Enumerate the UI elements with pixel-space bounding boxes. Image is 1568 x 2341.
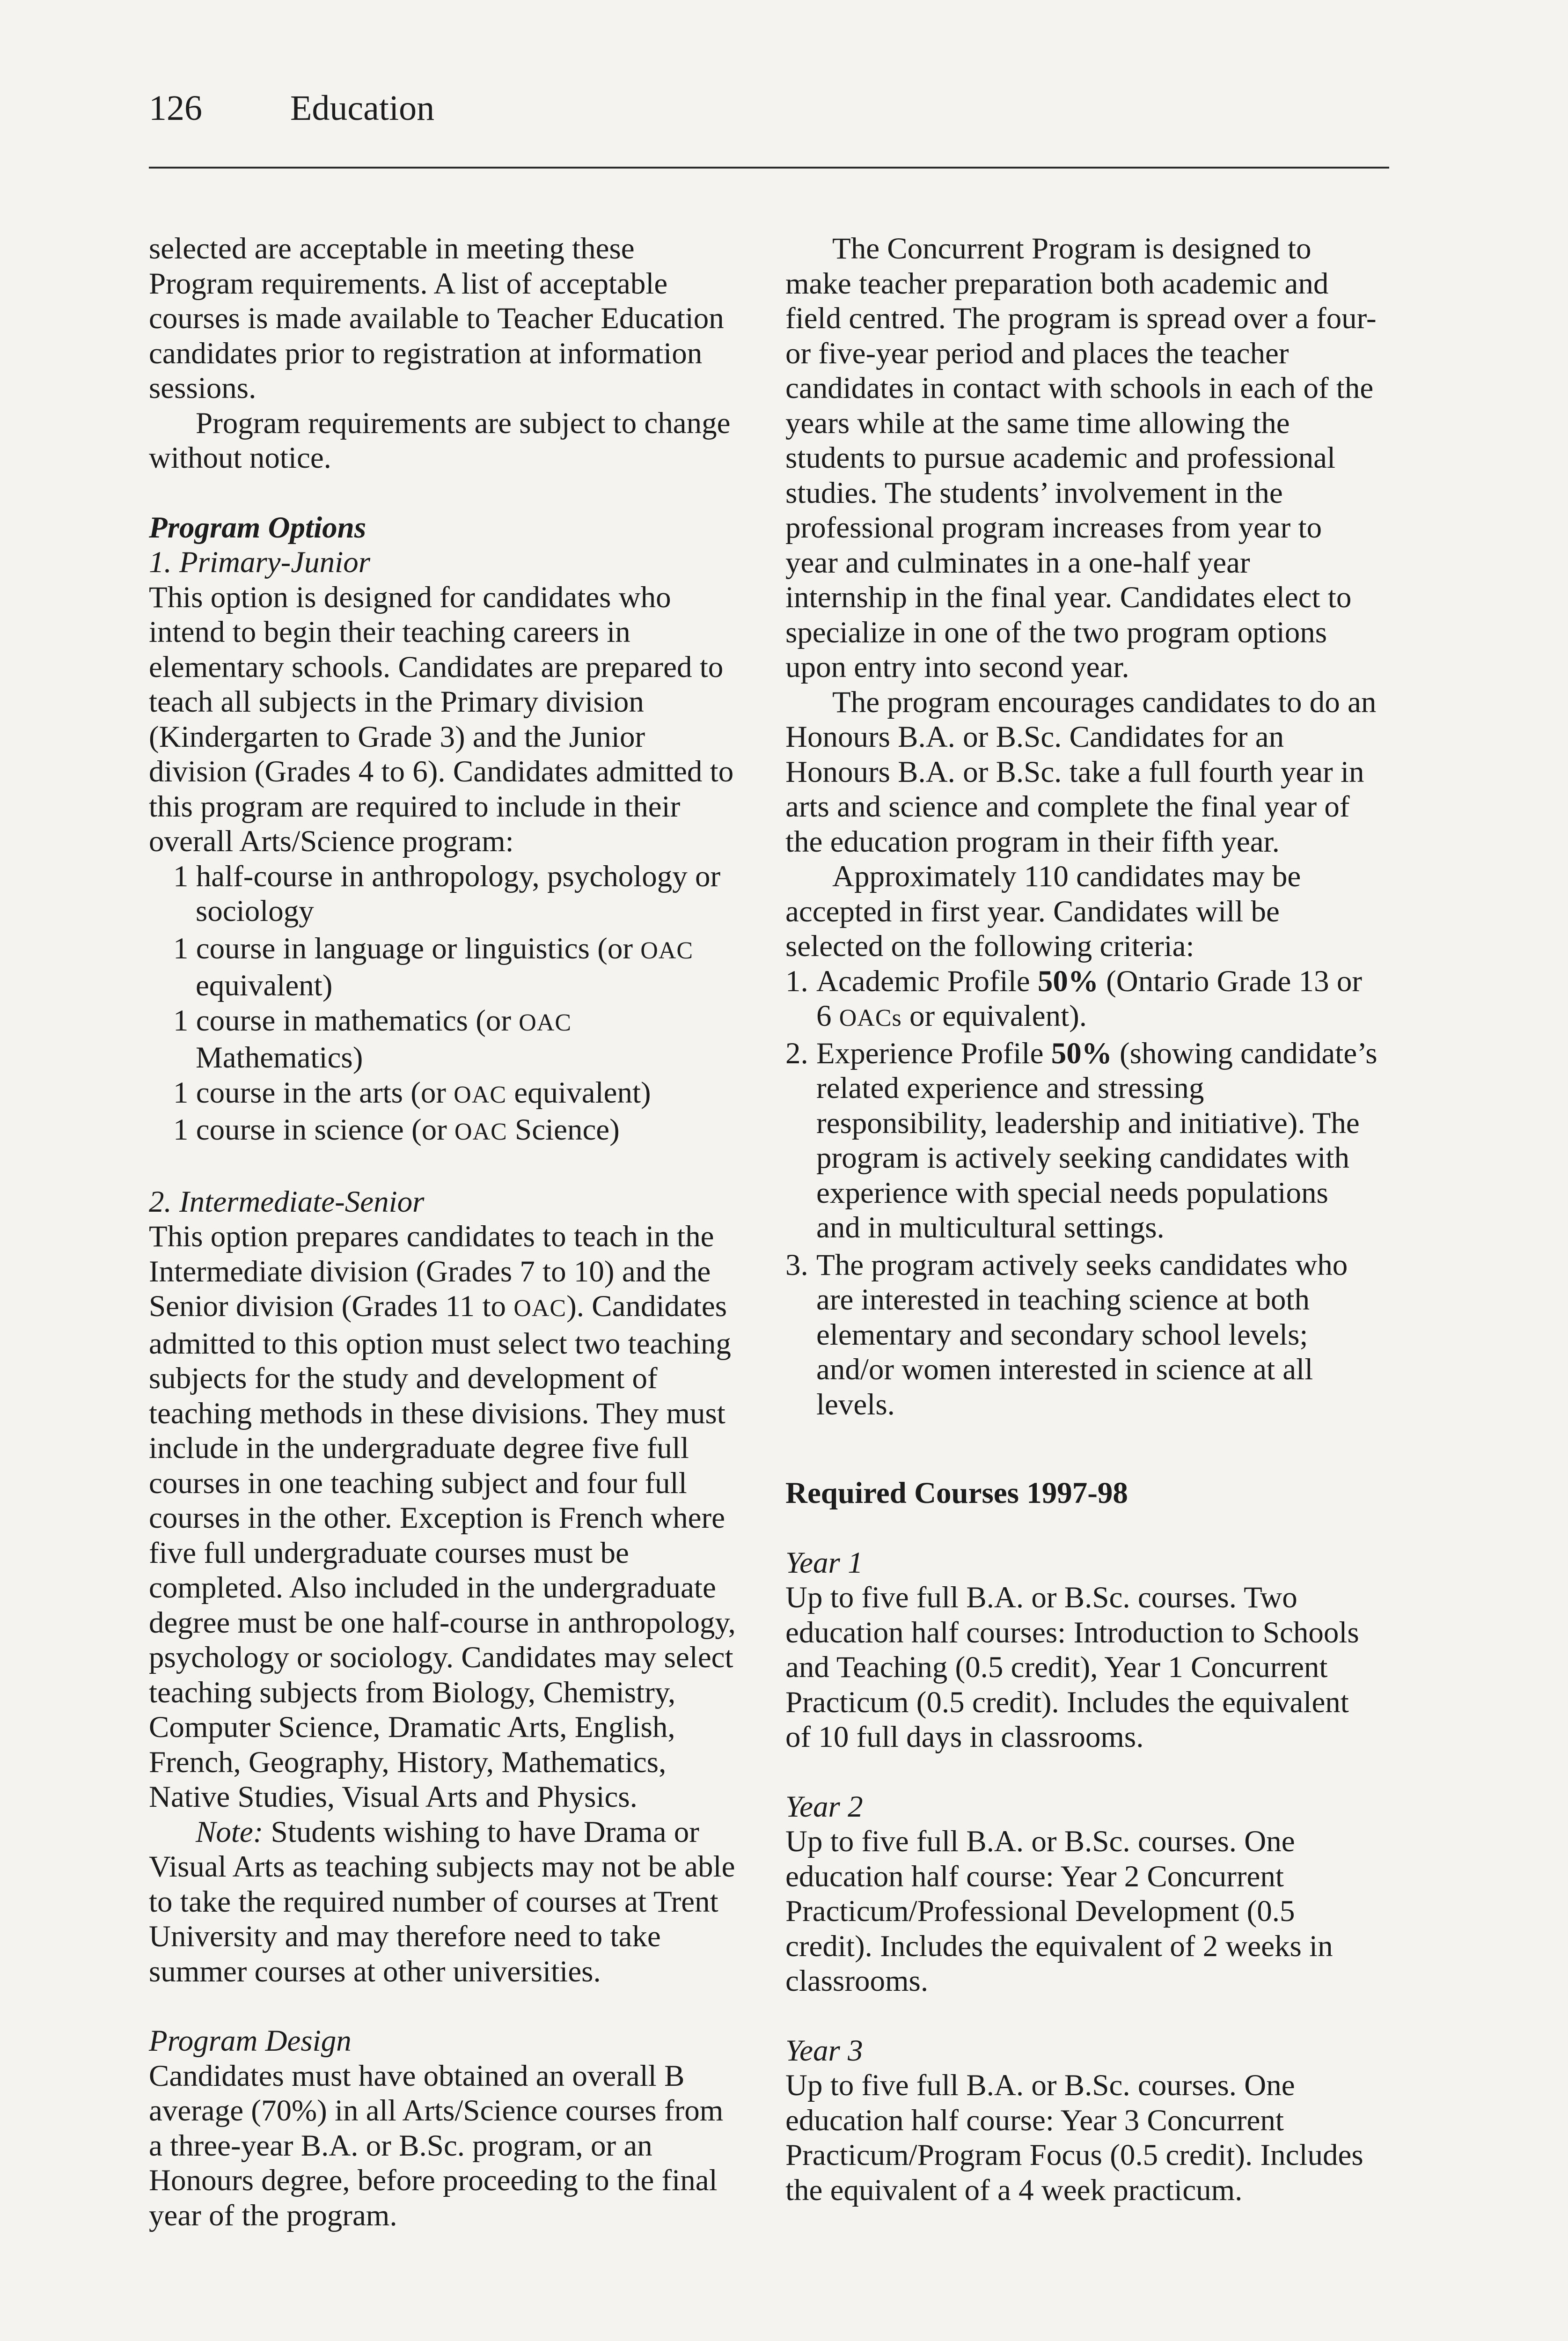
change-notice: Program requirements are subject to change without notice. [149,406,731,475]
left-column [149,231,741,2233]
intermediate-senior-text: This option prepares candidates to teach in the Intermediate division (Grades 7 to 10) and the Senior division (Grades 11 to OAC). Candidates admitted to this option must select two teaching subjects for the study and development of teaching methods in these divisions. They must include in the undergraduate degree five full courses in one teaching subject and four full courses in the other. Exception is French where five full undergraduate courses must be completed. Also included in the undergraduate degree must be one half-course in anthropology, psychology or sociology. Candidates may select teaching subjects from Biology, Chemistry, Computer Science, Dramatic Arts, English, French, Geography, History, Mathematics, Native Studies, Visual Arts and Physics. [149,1220,736,1814]
honours-paragraph: The program encourages candidates to do an Honours B.A. or B.Sc. Candidates for an Honours B.A. or B.Sc. take a full fourth year in arts and science and complete the final year of the education program in their fifth year. [785,685,1377,859]
year-2-text: Up to five full B.A. or B.Sc. courses. One education half course: Year 2 Concurrent Practicum/Professional Development (0.5 credit). Includes the equivalent of 2 weeks in classrooms. [785,1825,1333,1998]
selection-criteria-list [785,964,1377,1425]
intermediate-senior-heading: 2. Intermediate-Senior [149,1185,425,1219]
criteria-item: 1. Academic Profile 50% (Ontario Grade 13 or 6 OACs or equivalent). [785,964,1363,1033]
section-title: Education [290,88,435,128]
criteria-item: 2. Experience Profile 50% (showing candidate’s related experience and stressing responsibility, leadership and initiative). The program is actively seeking candidates with experience with special needs populations and in multicultural settings. [785,1036,1377,1244]
requirements-list [149,859,741,1150]
year-2-heading: Year 2 [785,1789,863,1824]
right-column [785,231,1377,2208]
page-header [149,88,1389,169]
note-paragraph: Note: Students wishing to have Drama or Visual Arts as teaching subjects may not be able to take the required number of courses at Trent University and may therefore need to take summer courses at other universities. [149,1815,735,1988]
requirement-item: 1 course in the arts (or OAC equivalent) [173,1075,651,1110]
requirement-item: 1 course in mathematics (or OAC Mathematics) [173,1003,572,1075]
primary-junior-heading: 1. Primary-Junior [149,545,370,579]
year-3-heading: Year 3 [785,2033,863,2068]
year-3-text: Up to five full B.A. or B.Sc. courses. One education half course: Year 3 Concurrent Practicum/Program Focus (0.5 credit). Includes the equivalent of a 4 week practicum. [785,2069,1363,2207]
page-number: 126 [149,88,202,128]
requirement-item: 1 course in science (or OAC Science) [173,1113,620,1147]
program-design-heading: Program Design [149,2024,352,2058]
intro-paragraph: selected are acceptable in meeting these Program requirements. A list of acceptable courses is made available to Teacher Education candidates prior to registration at information sessions. [149,232,724,405]
admission-paragraph: Approximately 110 candidates may be accepted in first year. Candidates will be selected on the following criteria: [785,860,1301,963]
primary-junior-text: This option is designed for candidates who intend to begin their teaching careers in elementary schools. Candidates are prepared to teach all subjects in the Primary division (Kindergarten to Grade 3) and the Junior division (Grades 4 to 6). Candidates admitted to this program are required to include in their overall Arts/Science program: [149,580,734,858]
year-1-heading: Year 1 [785,1546,863,1580]
program-options-heading: Program Options [149,510,366,545]
criteria-item: 3. The program actively seeks candidates who are interested in teaching science at both elementary and secondary school levels; and/or women interested in science at all levels. [785,1248,1348,1421]
concurrent-program-paragraph: The Concurrent Program is designed to make teacher preparation both academic and field centred. The program is spread over a four- or five-year period and places the teacher candidates in contact with schools in each of the years while at the same time allowing the students to pursue academic and professional studies. The students’ involvement in the professional program increases from year to year and culminates in a one-half year internship in the final year. Candidates elect to specialize in one of the two program options upon entry into second year. [785,232,1377,684]
year-1-text: Up to five full B.A. or B.Sc. courses. Two education half courses: Introduction to Schools and Teaching (0.5 credit), Year 1 Concurrent Practicum (0.5 credit). Includes the equivalent of 10 full days in classrooms. [785,1581,1359,1754]
program-design-text: Candidates must have obtained an overall B average (70%) in all Arts/Science courses from a three-year B.A. or B.Sc. program, or an Honours degree, before proceeding to the final year of the program. [149,2059,724,2232]
note-label: Note: [196,1815,264,1849]
requirement-item: 1 course in language or linguistics (or OAC equivalent) [173,931,694,1002]
required-courses-heading: Required Courses 1997-98 [785,1476,1128,1510]
requirement-item: 1 half-course in anthropology, psychology or sociology [173,859,721,928]
